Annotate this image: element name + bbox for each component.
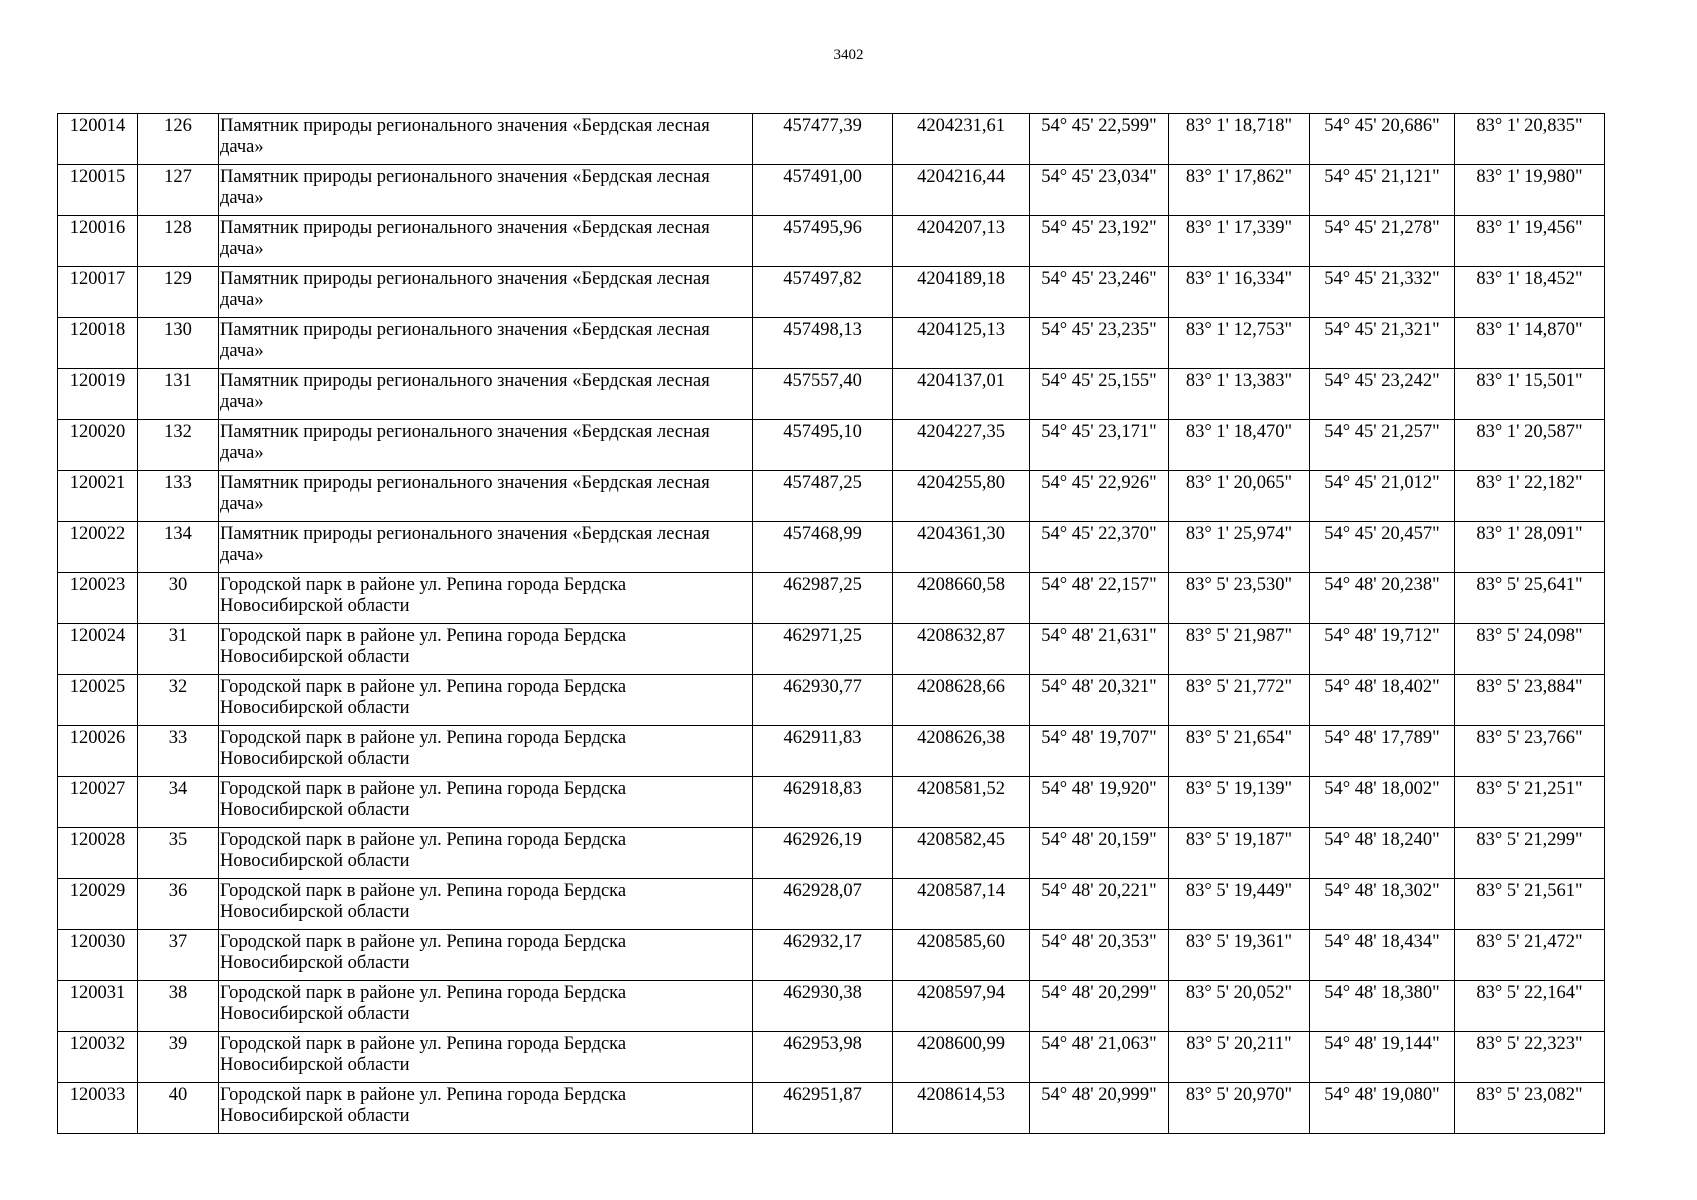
cell-point-id: 120018 <box>58 318 138 369</box>
table-row <box>58 216 1605 267</box>
cell-latitude-2: 54° 45' 21,321" <box>1310 318 1455 369</box>
cell-longitude-1: 83° 5' 19,187" <box>1169 828 1310 879</box>
table-row <box>58 420 1605 471</box>
table-row <box>58 267 1605 318</box>
table-row <box>58 522 1605 573</box>
table-row <box>58 369 1605 420</box>
cell-y-coordinate: 4208600,99 <box>893 1032 1030 1083</box>
cell-latitude-2: 54° 48' 18,434" <box>1310 930 1455 981</box>
cell-y-coordinate: 4204231,61 <box>893 114 1030 165</box>
cell-latitude-2: 54° 48' 18,380" <box>1310 981 1455 1032</box>
cell-latitude-2: 54° 48' 19,144" <box>1310 1032 1455 1083</box>
cell-point-id: 120017 <box>58 267 138 318</box>
cell-x-coordinate: 457498,13 <box>753 318 893 369</box>
cell-longitude-2: 83° 5' 23,082" <box>1455 1083 1605 1134</box>
cell-longitude-2: 83° 1' 19,980" <box>1455 165 1605 216</box>
cell-longitude-2: 83° 5' 25,641" <box>1455 573 1605 624</box>
cell-point-number: 134 <box>138 522 219 573</box>
cell-y-coordinate: 4204361,30 <box>893 522 1030 573</box>
table-row <box>58 675 1605 726</box>
cell-y-coordinate: 4204216,44 <box>893 165 1030 216</box>
cell-longitude-2: 83° 5' 21,299" <box>1455 828 1605 879</box>
cell-x-coordinate: 462918,83 <box>753 777 893 828</box>
cell-object-name: Городской парк в районе ул. Репина города Бердска Новосибирской области <box>219 1032 753 1083</box>
cell-longitude-1: 83° 5' 21,654" <box>1169 726 1310 777</box>
cell-point-number: 130 <box>138 318 219 369</box>
cell-object-name: Городской парк в районе ул. Репина города Бердска Новосибирской области <box>219 828 753 879</box>
cell-longitude-1: 83° 5' 20,970" <box>1169 1083 1310 1134</box>
cell-object-name: Памятник природы регионального значения «Бердская лесная дача» <box>219 267 753 318</box>
cell-point-number: 131 <box>138 369 219 420</box>
table-row <box>58 981 1605 1032</box>
cell-latitude-1: 54° 45' 23,235" <box>1030 318 1169 369</box>
cell-latitude-2: 54° 45' 20,686" <box>1310 114 1455 165</box>
cell-y-coordinate: 4208587,14 <box>893 879 1030 930</box>
cell-point-id: 120022 <box>58 522 138 573</box>
cell-y-coordinate: 4204189,18 <box>893 267 1030 318</box>
cell-point-id: 120019 <box>58 369 138 420</box>
cell-y-coordinate: 4208597,94 <box>893 981 1030 1032</box>
cell-point-id: 120027 <box>58 777 138 828</box>
cell-latitude-2: 54° 45' 21,332" <box>1310 267 1455 318</box>
cell-latitude-2: 54° 45' 21,012" <box>1310 471 1455 522</box>
cell-point-id: 120028 <box>58 828 138 879</box>
cell-object-name: Городской парк в районе ул. Репина города Бердска Новосибирской области <box>219 624 753 675</box>
table-row <box>58 828 1605 879</box>
cell-point-id: 120031 <box>58 981 138 1032</box>
cell-longitude-2: 83° 5' 24,098" <box>1455 624 1605 675</box>
cell-point-id: 120026 <box>58 726 138 777</box>
cell-latitude-1: 54° 48' 20,321" <box>1030 675 1169 726</box>
cell-y-coordinate: 4204255,80 <box>893 471 1030 522</box>
cell-longitude-2: 83° 5' 21,472" <box>1455 930 1605 981</box>
cell-longitude-1: 83° 1' 17,339" <box>1169 216 1310 267</box>
table-row <box>58 471 1605 522</box>
cell-object-name: Памятник природы регионального значения «Бердская лесная дача» <box>219 318 753 369</box>
cell-point-id: 120015 <box>58 165 138 216</box>
cell-y-coordinate: 4204125,13 <box>893 318 1030 369</box>
cell-x-coordinate: 462987,25 <box>753 573 893 624</box>
cell-object-name: Городской парк в районе ул. Репина города Бердска Новосибирской области <box>219 777 753 828</box>
cell-latitude-1: 54° 48' 19,707" <box>1030 726 1169 777</box>
cell-longitude-1: 83° 1' 18,718" <box>1169 114 1310 165</box>
cell-x-coordinate: 457468,99 <box>753 522 893 573</box>
cell-longitude-1: 83° 1' 25,974" <box>1169 522 1310 573</box>
cell-x-coordinate: 457491,00 <box>753 165 893 216</box>
table-row <box>58 930 1605 981</box>
cell-point-number: 128 <box>138 216 219 267</box>
cell-y-coordinate: 4208660,58 <box>893 573 1030 624</box>
cell-point-number: 132 <box>138 420 219 471</box>
cell-point-number: 39 <box>138 1032 219 1083</box>
cell-point-id: 120033 <box>58 1083 138 1134</box>
cell-object-name: Памятник природы регионального значения «Бердская лесная дача» <box>219 522 753 573</box>
cell-latitude-1: 54° 48' 20,159" <box>1030 828 1169 879</box>
cell-longitude-1: 83° 1' 18,470" <box>1169 420 1310 471</box>
cell-latitude-1: 54° 48' 20,353" <box>1030 930 1169 981</box>
cell-x-coordinate: 462930,38 <box>753 981 893 1032</box>
cell-latitude-2: 54° 48' 18,402" <box>1310 675 1455 726</box>
cell-latitude-1: 54° 48' 21,631" <box>1030 624 1169 675</box>
cell-y-coordinate: 4204207,13 <box>893 216 1030 267</box>
cell-latitude-2: 54° 48' 19,080" <box>1310 1083 1455 1134</box>
cell-y-coordinate: 4208628,66 <box>893 675 1030 726</box>
cell-x-coordinate: 457495,96 <box>753 216 893 267</box>
cell-point-number: 34 <box>138 777 219 828</box>
cell-longitude-1: 83° 5' 21,772" <box>1169 675 1310 726</box>
cell-longitude-2: 83° 1' 28,091" <box>1455 522 1605 573</box>
cell-object-name: Памятник природы регионального значения «Бердская лесная дача» <box>219 165 753 216</box>
cell-x-coordinate: 457487,25 <box>753 471 893 522</box>
cell-y-coordinate: 4208632,87 <box>893 624 1030 675</box>
cell-longitude-2: 83° 1' 19,456" <box>1455 216 1605 267</box>
cell-longitude-2: 83° 1' 15,501" <box>1455 369 1605 420</box>
cell-x-coordinate: 462953,98 <box>753 1032 893 1083</box>
cell-latitude-1: 54° 48' 21,063" <box>1030 1032 1169 1083</box>
cell-latitude-2: 54° 45' 23,242" <box>1310 369 1455 420</box>
cell-point-number: 37 <box>138 930 219 981</box>
cell-latitude-2: 54° 45' 21,121" <box>1310 165 1455 216</box>
cell-longitude-1: 83° 5' 19,139" <box>1169 777 1310 828</box>
cell-longitude-2: 83° 5' 22,323" <box>1455 1032 1605 1083</box>
cell-latitude-2: 54° 48' 17,789" <box>1310 726 1455 777</box>
cell-point-number: 32 <box>138 675 219 726</box>
table-row <box>58 165 1605 216</box>
cell-object-name: Памятник природы регионального значения «Бердская лесная дача» <box>219 369 753 420</box>
cell-latitude-2: 54° 48' 18,302" <box>1310 879 1455 930</box>
cell-latitude-1: 54° 48' 20,221" <box>1030 879 1169 930</box>
table-row <box>58 318 1605 369</box>
table-row <box>58 777 1605 828</box>
table-body <box>58 114 1605 1134</box>
cell-x-coordinate: 457497,82 <box>753 267 893 318</box>
cell-point-number: 30 <box>138 573 219 624</box>
cell-longitude-1: 83° 5' 21,987" <box>1169 624 1310 675</box>
cell-x-coordinate: 462926,19 <box>753 828 893 879</box>
table-row <box>58 1032 1605 1083</box>
cell-longitude-1: 83° 1' 12,753" <box>1169 318 1310 369</box>
cell-object-name: Памятник природы регионального значения «Бердская лесная дача» <box>219 471 753 522</box>
cell-point-id: 120016 <box>58 216 138 267</box>
cell-longitude-1: 83° 5' 23,530" <box>1169 573 1310 624</box>
cell-longitude-1: 83° 1' 20,065" <box>1169 471 1310 522</box>
cell-latitude-1: 54° 48' 22,157" <box>1030 573 1169 624</box>
cell-object-name: Памятник природы регионального значения «Бердская лесная дача» <box>219 216 753 267</box>
cell-latitude-2: 54° 48' 19,712" <box>1310 624 1455 675</box>
cell-point-number: 129 <box>138 267 219 318</box>
cell-x-coordinate: 462971,25 <box>753 624 893 675</box>
cell-latitude-1: 54° 45' 23,034" <box>1030 165 1169 216</box>
cell-point-id: 120014 <box>58 114 138 165</box>
cell-y-coordinate: 4204227,35 <box>893 420 1030 471</box>
cell-latitude-2: 54° 45' 21,257" <box>1310 420 1455 471</box>
cell-longitude-2: 83° 1' 14,870" <box>1455 318 1605 369</box>
cell-object-name: Памятник природы регионального значения «Бердская лесная дача» <box>219 114 753 165</box>
cell-object-name: Городской парк в районе ул. Репина города Бердска Новосибирской области <box>219 930 753 981</box>
cell-x-coordinate: 462911,83 <box>753 726 893 777</box>
cell-object-name: Городской парк в районе ул. Репина города Бердска Новосибирской области <box>219 1083 753 1134</box>
cell-longitude-1: 83° 1' 17,862" <box>1169 165 1310 216</box>
table-row <box>58 573 1605 624</box>
cell-latitude-1: 54° 45' 23,246" <box>1030 267 1169 318</box>
cell-y-coordinate: 4208614,53 <box>893 1083 1030 1134</box>
cell-latitude-1: 54° 45' 22,926" <box>1030 471 1169 522</box>
cell-object-name: Городской парк в районе ул. Репина города Бердска Новосибирской области <box>219 675 753 726</box>
cell-object-name: Городской парк в районе ул. Репина города Бердска Новосибирской области <box>219 573 753 624</box>
cell-longitude-1: 83° 1' 16,334" <box>1169 267 1310 318</box>
cell-point-number: 127 <box>138 165 219 216</box>
cell-object-name: Памятник природы регионального значения «Бердская лесная дача» <box>219 420 753 471</box>
coordinates-table <box>57 113 1605 1134</box>
cell-point-number: 40 <box>138 1083 219 1134</box>
page-number: 3402 <box>833 47 864 63</box>
cell-point-number: 31 <box>138 624 219 675</box>
cell-point-number: 133 <box>138 471 219 522</box>
cell-object-name: Городской парк в районе ул. Репина города Бердска Новосибирской области <box>219 981 753 1032</box>
cell-longitude-2: 83° 5' 23,766" <box>1455 726 1605 777</box>
cell-latitude-1: 54° 48' 20,299" <box>1030 981 1169 1032</box>
cell-point-number: 36 <box>138 879 219 930</box>
cell-latitude-1: 54° 45' 22,370" <box>1030 522 1169 573</box>
cell-latitude-2: 54° 45' 21,278" <box>1310 216 1455 267</box>
cell-latitude-1: 54° 45' 23,171" <box>1030 420 1169 471</box>
cell-latitude-1: 54° 45' 22,599" <box>1030 114 1169 165</box>
cell-x-coordinate: 457495,10 <box>753 420 893 471</box>
cell-longitude-1: 83° 5' 19,449" <box>1169 879 1310 930</box>
table-row <box>58 879 1605 930</box>
cell-longitude-2: 83° 1' 20,835" <box>1455 114 1605 165</box>
cell-latitude-1: 54° 45' 23,192" <box>1030 216 1169 267</box>
cell-x-coordinate: 462932,17 <box>753 930 893 981</box>
cell-longitude-1: 83° 5' 19,361" <box>1169 930 1310 981</box>
cell-y-coordinate: 4208626,38 <box>893 726 1030 777</box>
cell-point-id: 120029 <box>58 879 138 930</box>
cell-point-id: 120023 <box>58 573 138 624</box>
cell-object-name: Городской парк в районе ул. Репина города Бердска Новосибирской области <box>219 726 753 777</box>
cell-longitude-1: 83° 1' 13,383" <box>1169 369 1310 420</box>
cell-point-id: 120021 <box>58 471 138 522</box>
cell-latitude-2: 54° 48' 20,238" <box>1310 573 1455 624</box>
cell-longitude-2: 83° 5' 21,251" <box>1455 777 1605 828</box>
cell-latitude-1: 54° 48' 20,999" <box>1030 1083 1169 1134</box>
cell-longitude-2: 83° 1' 18,452" <box>1455 267 1605 318</box>
cell-point-number: 35 <box>138 828 219 879</box>
cell-latitude-2: 54° 48' 18,002" <box>1310 777 1455 828</box>
cell-point-number: 126 <box>138 114 219 165</box>
cell-longitude-2: 83° 1' 20,587" <box>1455 420 1605 471</box>
cell-y-coordinate: 4208581,52 <box>893 777 1030 828</box>
cell-longitude-2: 83° 5' 23,884" <box>1455 675 1605 726</box>
cell-x-coordinate: 462951,87 <box>753 1083 893 1134</box>
cell-longitude-2: 83° 5' 21,561" <box>1455 879 1605 930</box>
cell-longitude-1: 83° 5' 20,211" <box>1169 1032 1310 1083</box>
cell-x-coordinate: 457477,39 <box>753 114 893 165</box>
cell-latitude-1: 54° 45' 25,155" <box>1030 369 1169 420</box>
cell-point-id: 120024 <box>58 624 138 675</box>
table-row <box>58 1083 1605 1134</box>
table-row <box>58 726 1605 777</box>
cell-point-id: 120025 <box>58 675 138 726</box>
cell-point-number: 33 <box>138 726 219 777</box>
cell-point-id: 120032 <box>58 1032 138 1083</box>
cell-object-name: Городской парк в районе ул. Репина города Бердска Новосибирской области <box>219 879 753 930</box>
cell-point-id: 120020 <box>58 420 138 471</box>
cell-longitude-2: 83° 5' 22,164" <box>1455 981 1605 1032</box>
cell-point-number: 38 <box>138 981 219 1032</box>
cell-x-coordinate: 462928,07 <box>753 879 893 930</box>
cell-y-coordinate: 4208582,45 <box>893 828 1030 879</box>
cell-x-coordinate: 462930,77 <box>753 675 893 726</box>
table-row <box>58 114 1605 165</box>
table-row <box>58 624 1605 675</box>
cell-longitude-1: 83° 5' 20,052" <box>1169 981 1310 1032</box>
cell-latitude-2: 54° 48' 18,240" <box>1310 828 1455 879</box>
cell-y-coordinate: 4204137,01 <box>893 369 1030 420</box>
cell-point-id: 120030 <box>58 930 138 981</box>
cell-y-coordinate: 4208585,60 <box>893 930 1030 981</box>
cell-longitude-2: 83° 1' 22,182" <box>1455 471 1605 522</box>
cell-latitude-1: 54° 48' 19,920" <box>1030 777 1169 828</box>
cell-latitude-2: 54° 45' 20,457" <box>1310 522 1455 573</box>
cell-x-coordinate: 457557,40 <box>753 369 893 420</box>
